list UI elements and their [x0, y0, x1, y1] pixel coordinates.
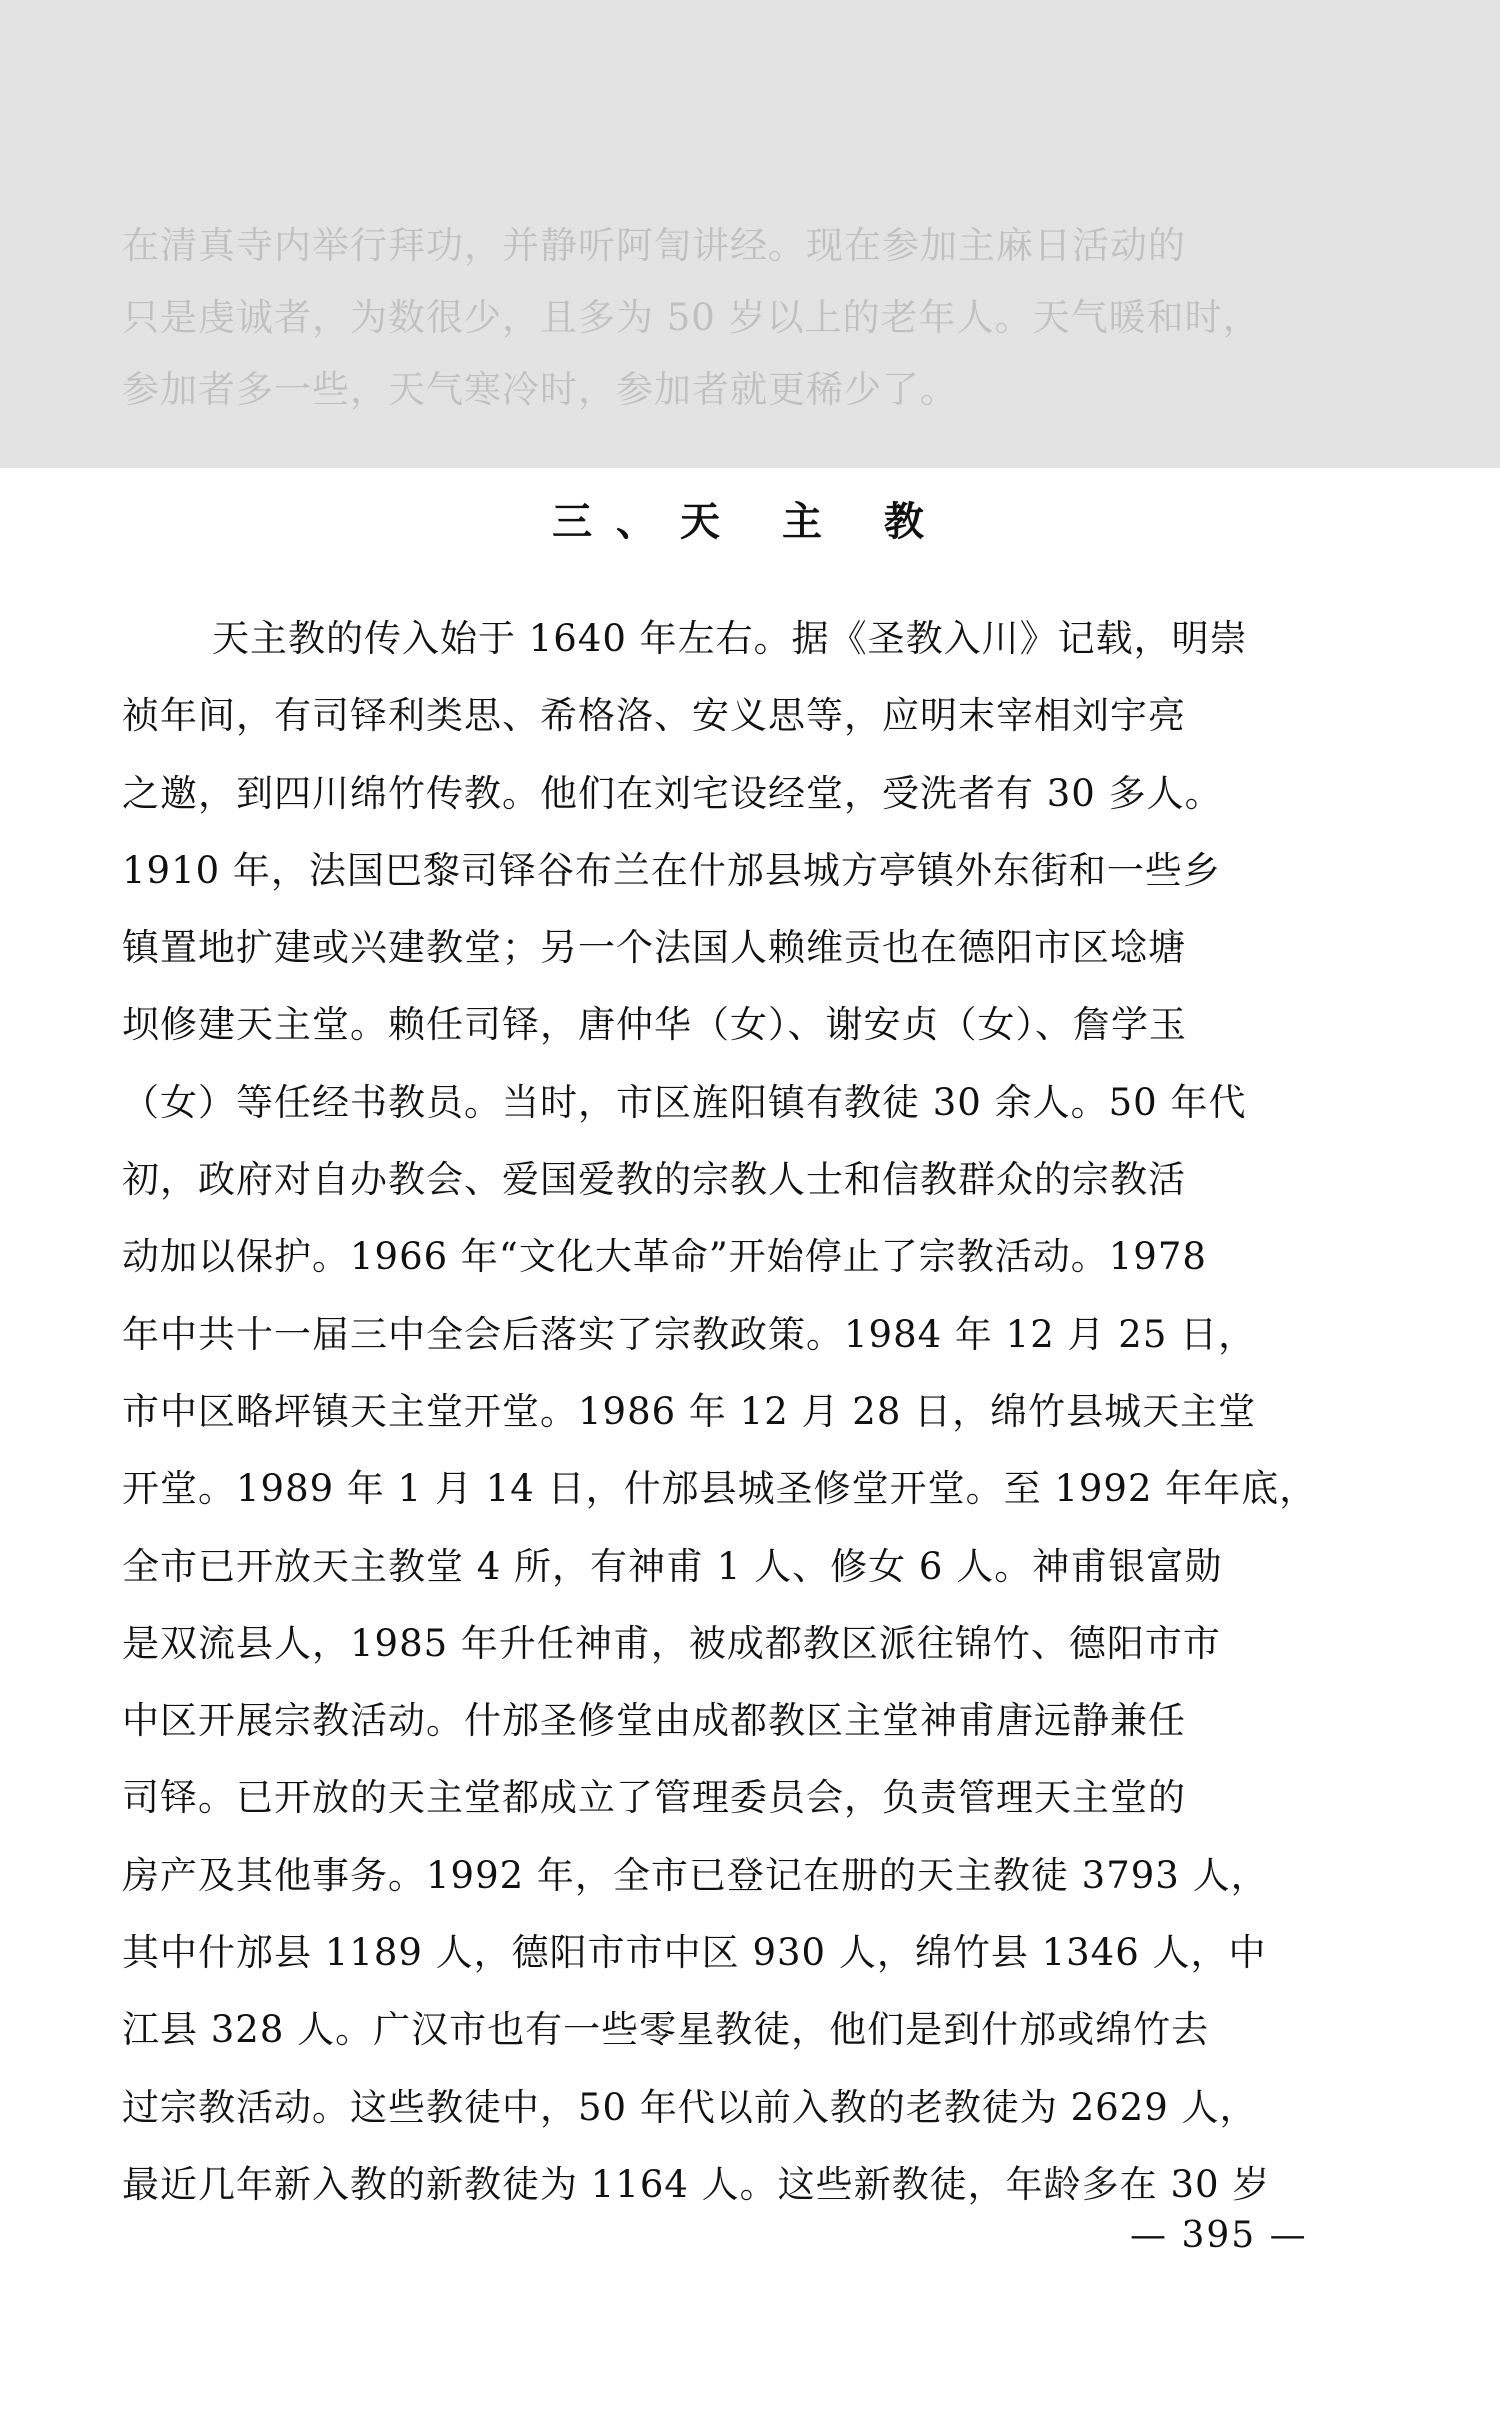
body-line: 过宗教活动。这些教徒中，50 年代以前入教的老教徒为 2629 人， [122, 2085, 1258, 2129]
body-line: 市中区略坪镇天主堂开堂。1986 年 12 月 28 日，绵竹县城天主堂 [122, 1389, 1257, 1433]
body-line: 天主教的传入始于 1640 年左右。据《圣教入川》记载，明崇 [212, 617, 1248, 660]
body-line: 最近几年新入教的新教徒为 1164 人。这些新教徒，年龄多在 30 岁 [122, 2162, 1271, 2206]
body-line: 镇置地扩建或兴建教堂；另一个法国人赖维贡也在德阳市区埝塘 [122, 926, 1186, 970]
body-line: 初，政府对自办教会、爱国爱教的宗教人士和信教群众的宗教活 [122, 1158, 1186, 1202]
body-line: 是双流县人，1985 年升任神甫，被成都教区派往锦竹、德阳市市 [122, 1621, 1221, 1665]
body-line: 1910 年，法国巴黎司铎谷布兰在什邡县城方亭镇外东街和一些乡 [122, 848, 1221, 892]
body-line: 房产及其他事务。1992 年，全市已登记在册的天主教徒 3793 人， [122, 1853, 1269, 1897]
faded-line: 只是虔诚者，为数很少，且多为 50 岁以上的老年人。天气暖和时， [122, 296, 1261, 339]
body-line: 开堂。1989 年 1 月 14 日，什邡县城圣修堂开堂。至 1992 年年底， [122, 1467, 1318, 1511]
body-line: 中区开展宗教活动。什邡圣修堂由成都教区主堂神甫唐远静兼任 [122, 1699, 1186, 1743]
body-line: 祯年间，有司铎利类思、希格洛、安义思等，应明末宰相刘宇亮 [122, 694, 1186, 738]
body-line: 其中什邡县 1189 人，德阳市市中区 930 人，绵竹县 1346 人，中 [122, 1931, 1267, 1975]
faded-header-band [0, 0, 1500, 468]
body-line: 全市已开放天主教堂 4 所，有神甫 1 人、修女 6 人。神甫银富勋 [122, 1544, 1223, 1588]
body-paragraph [122, 600, 1392, 2223]
body-line: 司铎。已开放的天主堂都成立了管理委员会，负责管理天主堂的 [122, 1776, 1186, 1820]
page-number: — 395 — [1130, 2215, 1308, 2256]
faded-paragraph [122, 210, 1392, 426]
body-line: 之邀，到四川绵竹传教。他们在刘宅设经堂，受洗者有 30 多人。 [122, 771, 1223, 815]
faded-line: 在清真寺内举行拜功，并静听阿訇讲经。现在参加主麻日活动的 [122, 224, 1186, 267]
body-line: 年中共十一届三中全会后落实了宗教政策。1984 年 12 月 25 日， [122, 1312, 1257, 1356]
body-line: 江县 328 人。广汉市也有一些零星教徒，他们是到什邡或绵竹去 [122, 2008, 1210, 2052]
body-line: 动加以保护。1966 年“文化大革命”开始停止了宗教活动。1978 [122, 1235, 1207, 1279]
faded-line: 参加者多一些，天气寒冷时，参加者就更稀少了。 [122, 368, 958, 411]
body-line: （女）等任经书教员。当时，市区旌阳镇有教徒 30 余人。50 年代 [122, 1080, 1247, 1124]
body-line: 坝修建天主堂。赖任司铎，唐仲华（女）、谢安贞（女）、詹学玉 [122, 1003, 1187, 1047]
section-title: 三、天 主 教 [552, 499, 948, 545]
